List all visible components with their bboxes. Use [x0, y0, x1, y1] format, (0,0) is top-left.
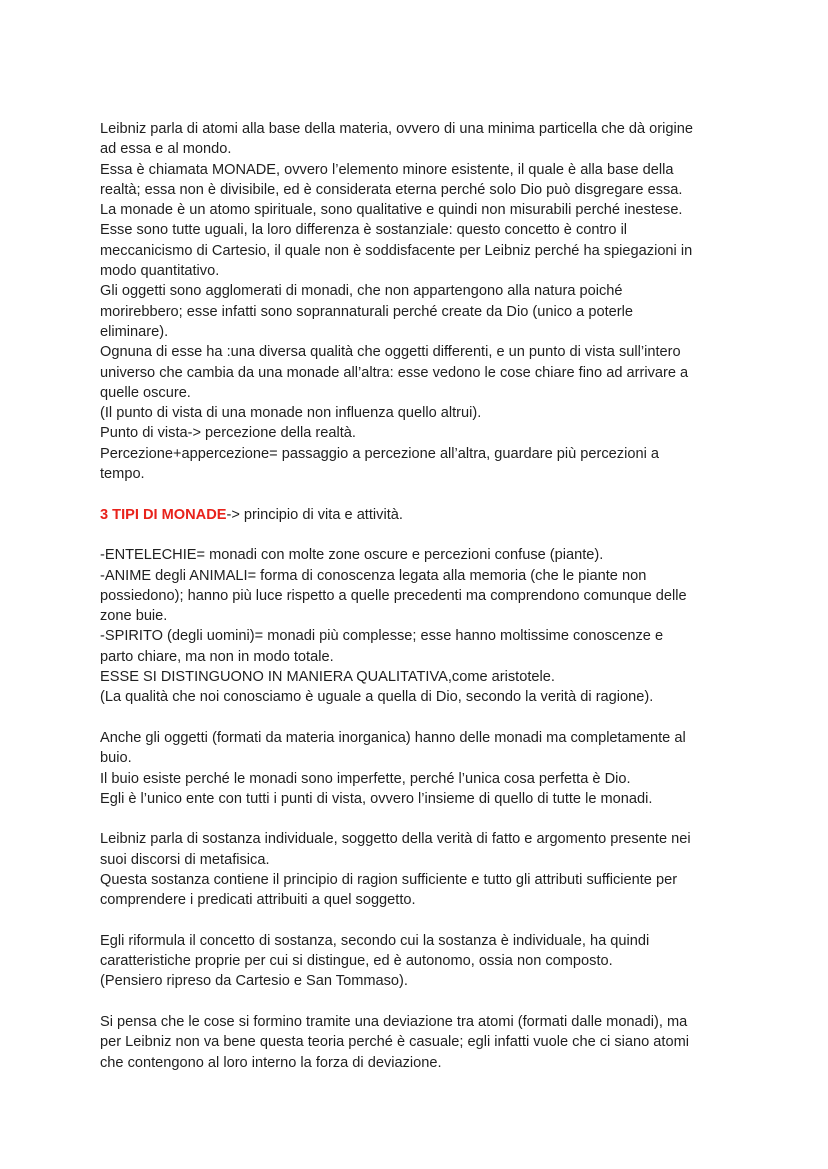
text-line: Percezione+appercezione= passaggio a percezione all’altra, guardare più percezioni a [100, 445, 659, 462]
text-line: realtà; essa non è divisibile, ed è considerata eterna perché solo Dio può disgregare essa. [100, 181, 683, 198]
text-line: Egli è l’unico ente con tutti i punti di vista, ovvero l’insieme di quello di tutte le monadi. [100, 790, 653, 807]
text-line: Egli riformula il concetto di sostanza, secondo cui la sostanza è individuale, ha quindi [100, 932, 650, 949]
paragraph [100, 1012, 732, 1073]
paragraph-spacer [100, 484, 732, 504]
text-line: (Il punto di vista di una monade non influenza quello altrui). [100, 405, 482, 422]
text-line: Gli oggetti sono agglomerati di monadi, che non appartengono alla natura poiché [100, 283, 623, 300]
text-line: (La qualità che noi conosciamo è uguale a quella di Dio, secondo la verità di ragione). [100, 689, 654, 706]
paragraph [100, 119, 732, 484]
text-line: Essa è chiamata MONADE, ovvero l’elemento minore esistente, il quale è alla base della [100, 161, 674, 178]
text-line: Si pensa che le cose si formino tramite una deviazione tra atomi (formati dalle monadi), ma [100, 1014, 688, 1031]
document-body [100, 119, 732, 1073]
text-line: Leibniz parla di sostanza individuale, soggetto della verità di fatto e argomento presente nei [100, 831, 691, 848]
text-line: ad essa e al mondo. [100, 141, 232, 158]
text-line: quelle oscure. [100, 384, 191, 401]
text-line: tempo. [100, 466, 145, 483]
text-line: parto chiare, ma non in modo totale. [100, 648, 334, 665]
text-line: che contengono al loro interno la forza di deviazione. [100, 1054, 442, 1071]
text-line: -SPIRITO (degli uomini)= monadi più complesse; esse hanno moltissime conoscenze e [100, 628, 664, 645]
text-line: Ognuna di esse ha :una diversa qualità che oggetti differenti, e un punto di vista sull’intero [100, 344, 681, 361]
text-line: -ANIME degli ANIMALI= forma di conoscenza legata alla memoria (che le piante non [100, 567, 647, 584]
text-line: meccanicismo di Cartesio, il quale non è soddisfacente per Leibniz perché ha spiegazioni in [100, 242, 693, 259]
heading-line [100, 505, 732, 525]
text-line: ESSE SI DISTINGUONO IN MANIERA QUALITATIVA,come aristotele. [100, 669, 555, 686]
paragraph-spacer [100, 708, 732, 728]
text-line: (Pensiero ripreso da Cartesio e San Tommaso). [100, 973, 408, 990]
text-line: per Leibniz non va bene questa teoria perché è casuale; egli infatti vuole che ci siano atomi [100, 1034, 689, 1051]
paragraph [100, 931, 732, 992]
paragraph-spacer [100, 911, 732, 931]
text-line: eliminare). [100, 323, 169, 340]
paragraph-spacer [100, 809, 732, 829]
text-line: possiedono); hanno più luce rispetto a quelle precedenti ma comprendono comunque delle [100, 587, 687, 604]
text-line: universo che cambia da una monade all’altra: esse vedono le cose chiare fino ad arrivare a [100, 364, 689, 381]
section-heading [100, 505, 732, 525]
text-line: morirebbero; esse infatti sono soprannaturali perché create da Dio (unico a poterle [100, 303, 633, 320]
text-line: -ENTELECHIE= monadi con molte zone oscure e percezioni confuse (piante). [100, 547, 604, 564]
paragraph-spacer [100, 992, 732, 1012]
text-line: Leibniz parla di atomi alla base della materia, ovvero di una minima particella che dà origine [100, 121, 693, 137]
text-line: Esse sono tutte uguali, la loro differenza è sostanziale: questo concetto è contro il [100, 222, 628, 239]
text-line: La monade è un atomo spirituale, sono qualitative e quindi non misurabili perché inestese. [100, 202, 683, 219]
text-line: Questa sostanza contiene il principio di ragion sufficiente e tutto gli attributi sufficiente per [100, 871, 678, 888]
text-line: Il buio esiste perché le monadi sono imperfette, perché l’unica cosa perfetta è Dio. [100, 770, 631, 787]
text-line: comprendere i predicati attribuiti a quel soggetto. [100, 892, 416, 909]
paragraph-spacer [100, 525, 732, 545]
text-line: buio. [100, 750, 132, 767]
text-line: Punto di vista-> percezione della realtà. [100, 425, 356, 442]
paragraph [100, 545, 732, 707]
text-line: suoi discorsi di metafisica. [100, 851, 270, 868]
heading-rest: -> principio di vita e attività. [226, 506, 403, 523]
heading-highlight: 3 TIPI DI MONADE [100, 506, 227, 523]
text-line: zone buie. [100, 608, 168, 625]
text-line: caratteristiche proprie per cui si distingue, ed è autonomo, ossia non composto. [100, 953, 613, 970]
text-line: modo quantitativo. [100, 263, 220, 280]
text-line: Anche gli oggetti (formati da materia inorganica) hanno delle monadi ma completamente al [100, 729, 686, 746]
paragraph [100, 728, 732, 809]
paragraph [100, 829, 732, 910]
